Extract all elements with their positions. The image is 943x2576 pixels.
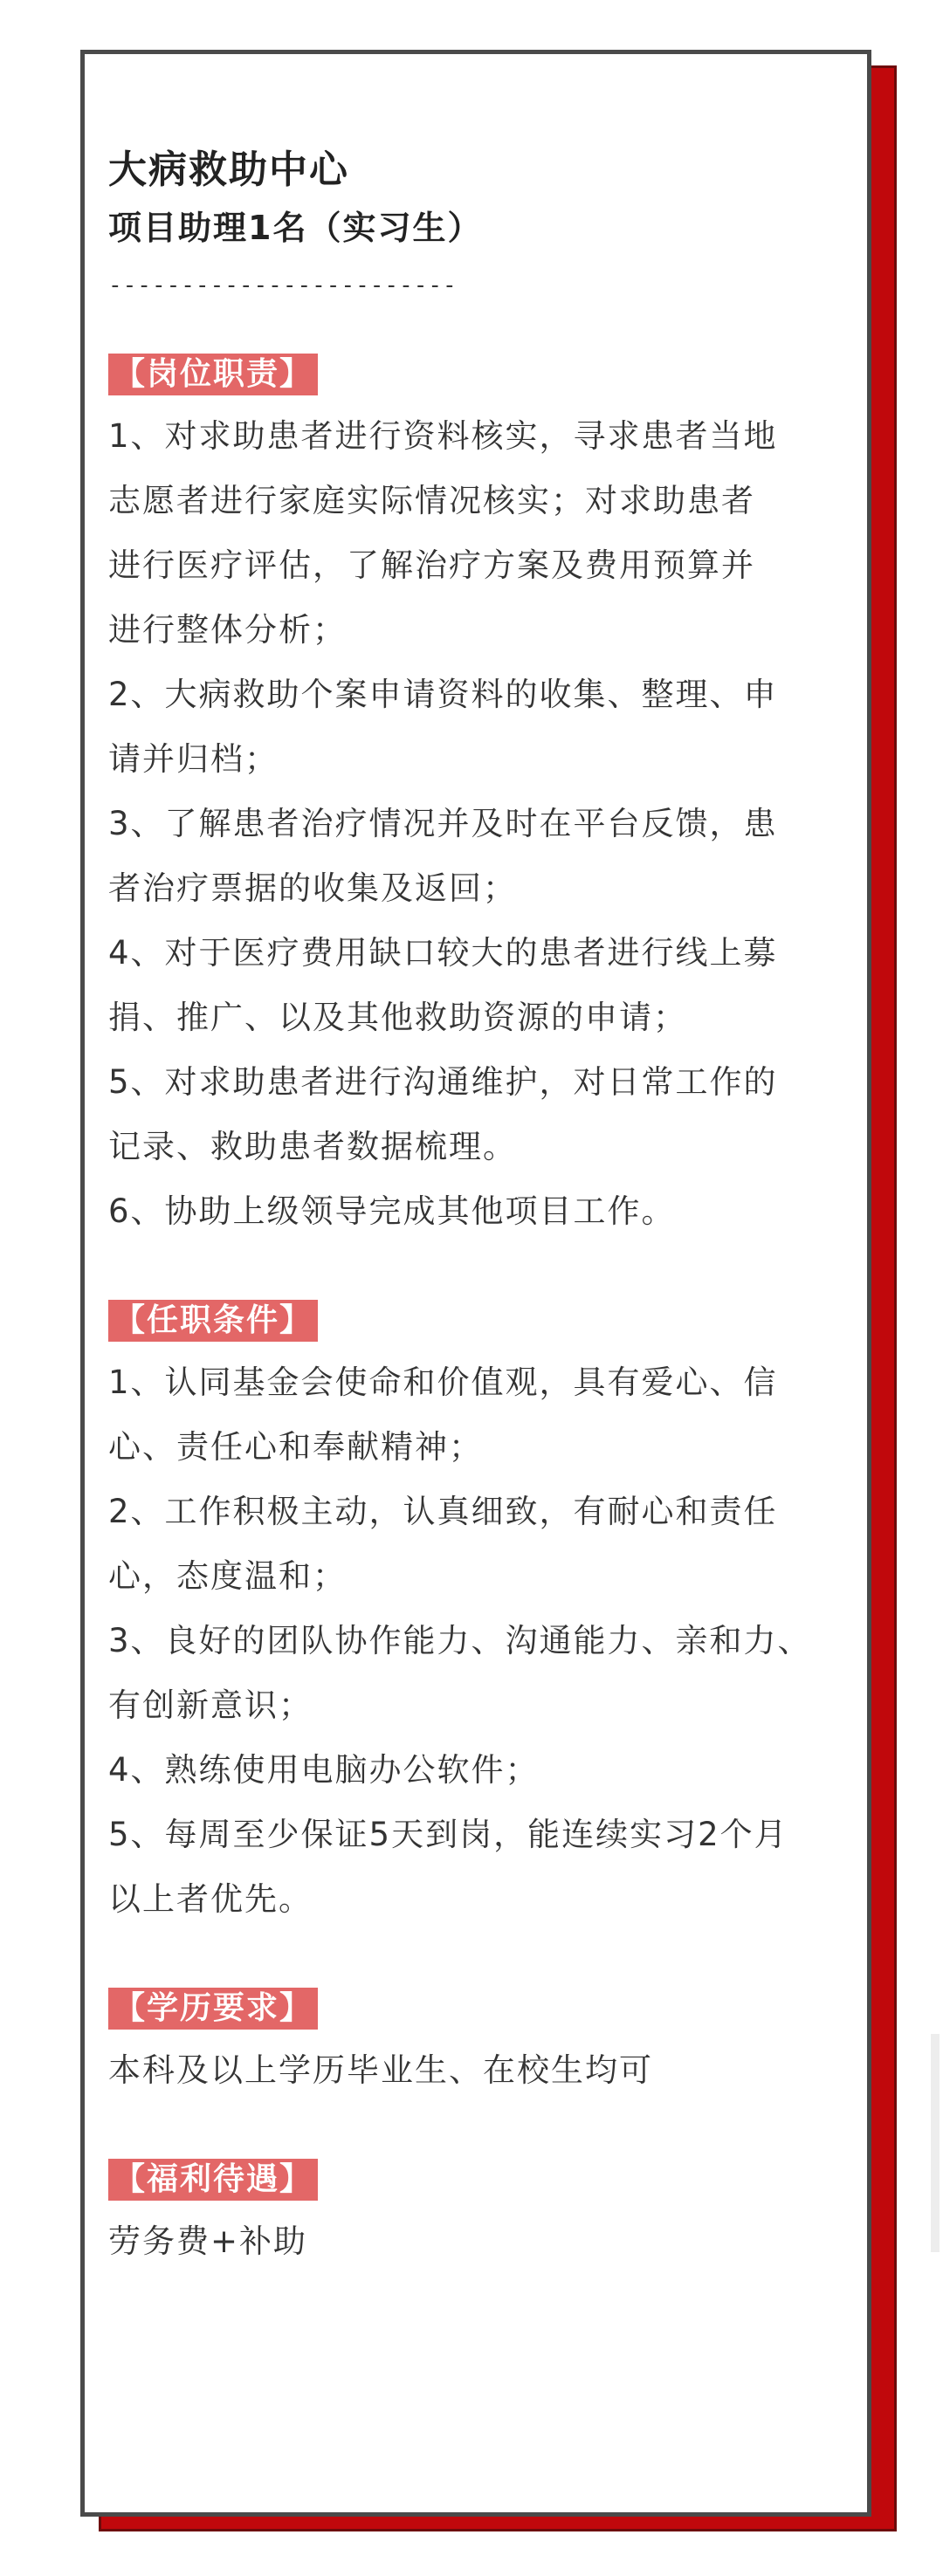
section-tag-education: 【学历要求】 xyxy=(108,1988,318,2030)
list-item: 1、对求助患者进行资料核实，寻求患者当地 xyxy=(108,417,778,455)
list-item: 记录、救助患者数据梳理。 xyxy=(108,1128,517,1165)
list-item: 心、责任心和奉献精神； xyxy=(108,1428,483,1466)
list-item: 捐、推广、以及其他救助资源的申请； xyxy=(108,999,687,1036)
posting-content xyxy=(108,144,842,2274)
list-item: 本科及以上学历毕业生、在校生均可 xyxy=(108,2051,653,2089)
list-item: 者治疗票据的收集及返回； xyxy=(108,869,517,907)
list-item: 5、每周至少保证5天到岗，能连续实习2个月 xyxy=(108,1816,788,1853)
list-item: 4、熟练使用电脑办公软件； xyxy=(108,1751,540,1789)
list-item: 5、对求助患者进行沟通维护，对日常工作的 xyxy=(108,1063,778,1101)
list-item: 进行整体分析； xyxy=(108,611,347,649)
list-item: 3、良好的团队协作能力、沟通能力、亲和力、 xyxy=(108,1622,812,1659)
divider: ------------------------ xyxy=(108,272,458,299)
section-benefits xyxy=(108,2159,842,2274)
section-requirements xyxy=(108,1300,842,1932)
section-body xyxy=(108,1350,842,1932)
list-item: 2、大病救助个案申请资料的收集、整理、申 xyxy=(108,676,778,713)
list-item: 3、了解患者治疗情况并及时在平台反馈，患 xyxy=(108,805,778,842)
section-tag-benefits: 【福利待遇】 xyxy=(108,2159,318,2201)
section-responsibilities xyxy=(108,354,842,1244)
list-item: 请并归档； xyxy=(108,740,279,778)
org-title: 大病救助中心 xyxy=(108,148,349,192)
section-body xyxy=(108,404,842,1244)
section-body xyxy=(108,2038,842,2103)
section-body xyxy=(108,2209,842,2274)
list-item: 2、工作积极主动，认真细致，有耐心和责任 xyxy=(108,1493,778,1530)
section-tag-responsibilities: 【岗位职责】 xyxy=(108,354,318,395)
section-tag-requirements: 【任职条件】 xyxy=(108,1300,318,1342)
list-item: 4、对于医疗费用缺口较大的患者进行线上募 xyxy=(108,934,778,972)
list-item: 以上者优先。 xyxy=(108,1880,313,1918)
list-item: 志愿者进行家庭实际情况核实；对求助患者 xyxy=(108,482,755,519)
list-item: 有创新意识； xyxy=(108,1686,313,1724)
position-title: 项目助理1名（实习生） xyxy=(108,209,483,247)
list-item: 1、认同基金会使命和价值观，具有爱心、信 xyxy=(108,1364,778,1401)
list-item: 劳务费+补助 xyxy=(108,2222,308,2260)
section-education xyxy=(108,1988,842,2103)
list-item: 进行医疗评估，了解治疗方案及费用预算并 xyxy=(108,546,755,584)
scroll-indicator xyxy=(931,2034,940,2252)
list-item: 6、协助上级领导完成其他项目工作。 xyxy=(108,1192,676,1230)
list-item: 心，态度温和； xyxy=(108,1557,347,1595)
